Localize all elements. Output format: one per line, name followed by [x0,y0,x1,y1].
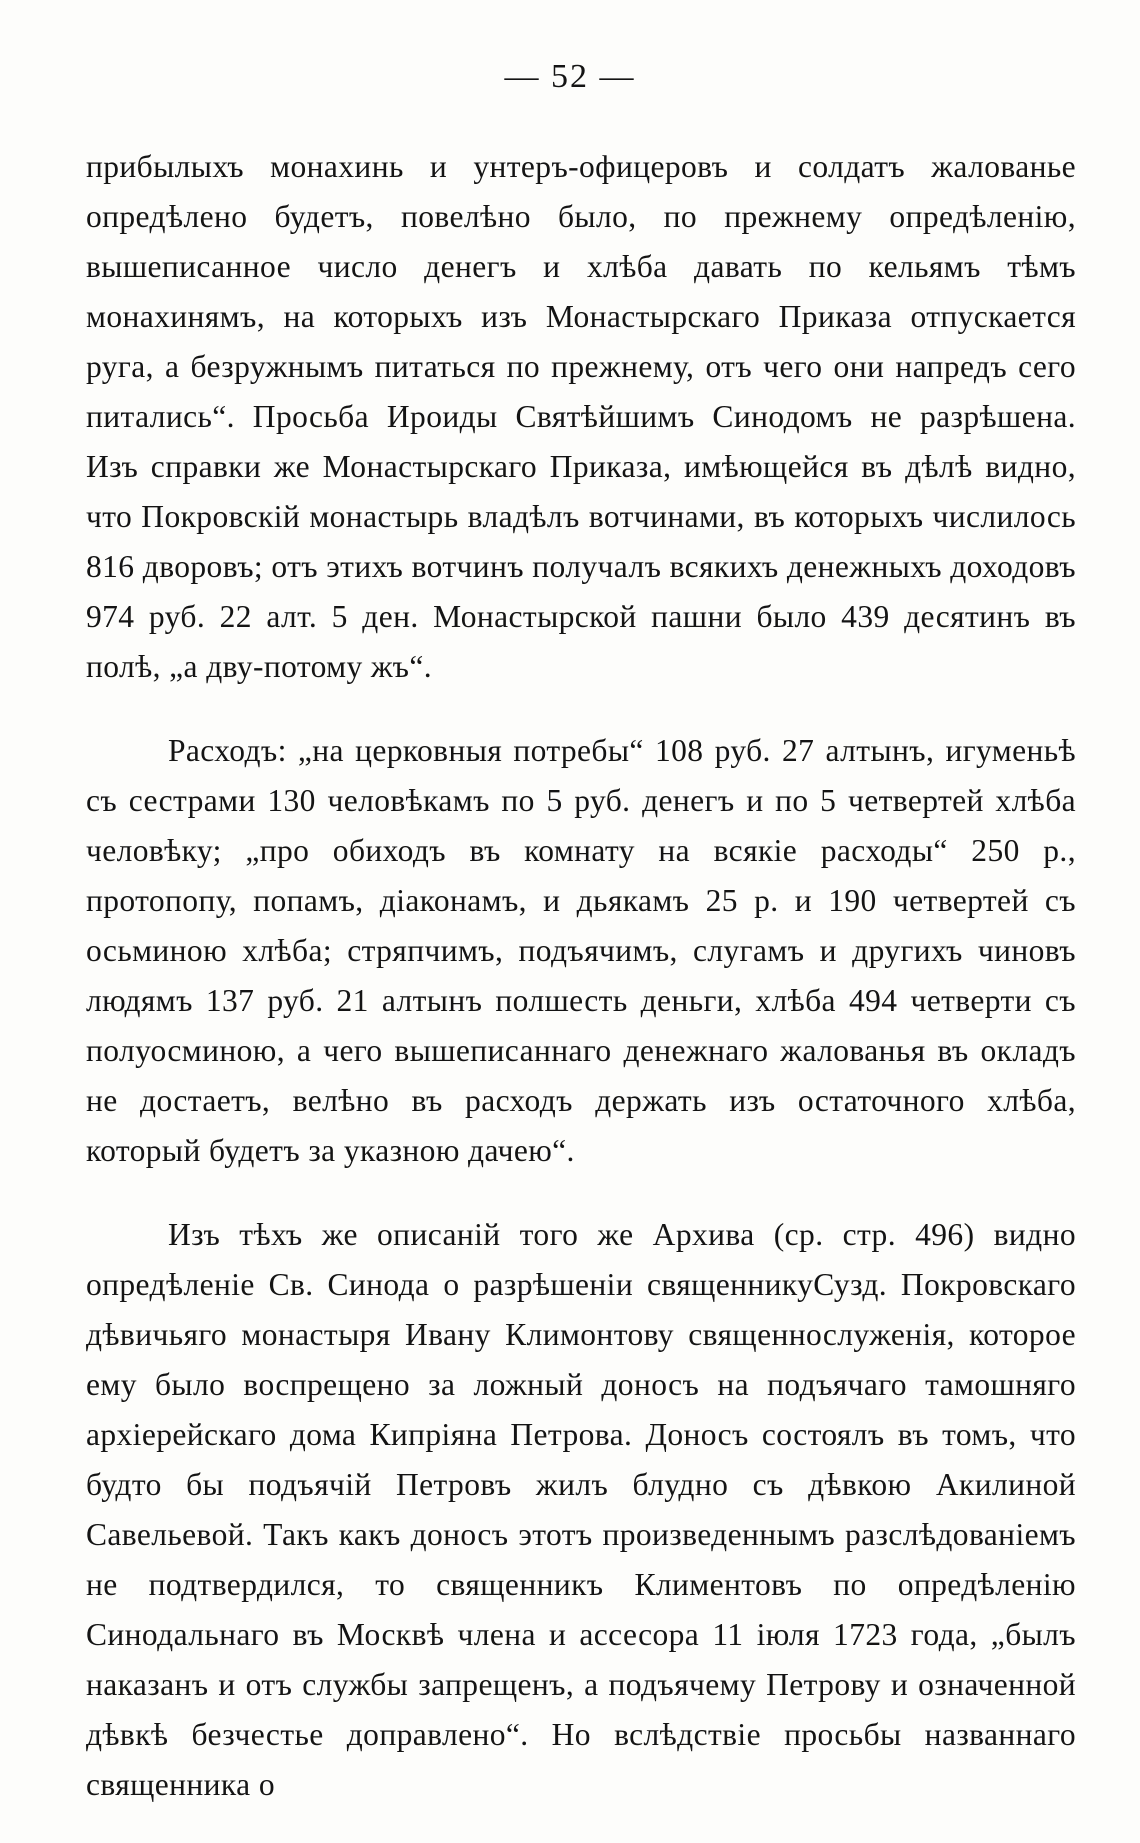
paragraph-2: Расходъ: „на церковныя потребы“ 108 руб. 27 алтынъ, игуменьѣ съ сестрами 130 человѣкамъ по 5 руб. денегъ и по 5 четвертей хлѣба человѣку; „про обиходъ въ комнату на всякіе расходы“ 250 р., протопопу, попамъ, діаконамъ, и дьякамъ 25 р. и 190 четвертей съ осьминою хлѣба; стряпчимъ, подъячимъ, слугамъ и другихъ чиновъ людямъ 137 руб. 21 алтынъ полшесть деньги, хлѣба 494 четверти съ полуосминою, а чего вышеписаннаго денежнаго жалованья въ окладъ не достаетъ, велѣно въ расходъ держать изъ остаточного хлѣба, который будетъ за указною дачею“. [86,733,1076,1168]
paragraph-3: Изъ тѣхъ же описаній того же Архива (ср. стр. 496) видно опредѣленіе Св. Синода о разрѣшеніи священникуСузд. Покровскаго дѣвичьяго монастыря Ивану Климонтову священнослуженія, которое ему было воспрещено за ложный доносъ на подъячаго тамошняго архіерейскаго дома Кипріяна Петрова. Доносъ состоялъ въ томъ, что будто бы подъячій Петровъ жилъ блудно съ дѣвкою Акилиной Савельевой. Такъ какъ доносъ этотъ произведеннымъ разслѣдованіемъ не подтвердился, то священникъ Климентовъ по опредѣленію Синодальнаго въ Москвѣ члена и ассесора 11 іюля 1723 года, „былъ наказанъ и отъ службы запрещенъ, а подъячему Петрову и означенной дѣвкѣ безчестье доправлено“. Но вслѣдствіе просьбы названнаго священника о [86,1217,1076,1802]
paragraph-1: прибылыхъ монахинь и унтеръ-офицеровъ и солдатъ жалованье опредѣлено будетъ, повелѣно было, по прежнему опредѣленію, вышеписанное число денегъ и хлѣба давать по кельямъ тѣмъ монахинямъ, на которыхъ изъ Монастырскаго Приказа отпускается руга, а безружнымъ питаться по прежнему, отъ чего они напредъ сего питались“. Просьба Ироиды Святѣйшимъ Синодомъ не разрѣшена. Изъ справки же Монастырскаго Приказа, имѣющейся въ дѣлѣ видно, что Покровскій монастырь владѣлъ вотчинами, въ которыхъ числилось 816 дворовъ; отъ этихъ вотчинъ получалъ всякихъ денежныхъ доходовъ 974 руб. 22 алт. 5 ден. Монастырской пашни было 439 десятинъ въ полѣ, „а дву-потому жъ“. [86,149,1076,684]
body-text [86,142,1076,1810]
page-number: — 52 — [504,58,636,95]
